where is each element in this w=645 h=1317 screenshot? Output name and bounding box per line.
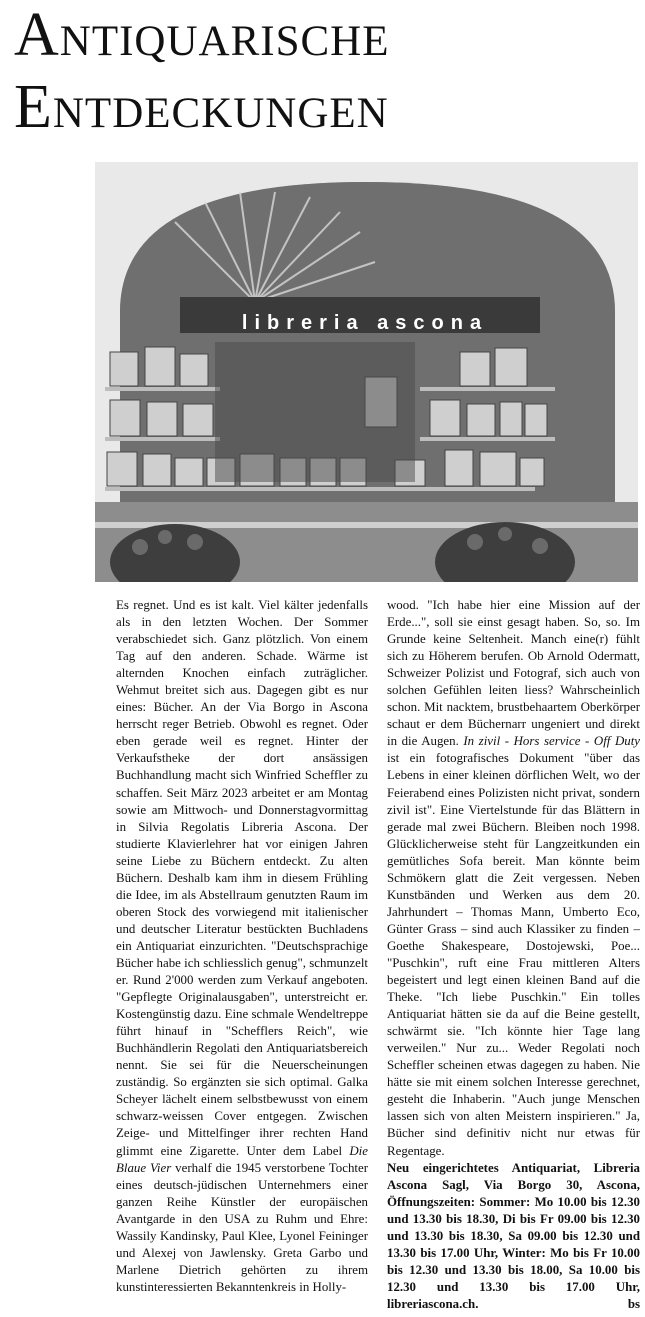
article-column-left xyxy=(116,597,368,1296)
right-paragraph-text-end: ist ein fotografisches Dokument "über das Lebens in einer kleinen dörflichen Welt, wo der Feierabend eines Polizisten nicht privat, sondern zivil ist". Eine Viertelstunde für das Blättern in gerade mal zwei Büchern. Bleiben noch 1998. Glücklicherweise steht für Langzeitkunden ein gemütliches Sofa bereit. Man könnte beim Schmökern glatt die Zeit vergessen. Neben Kunstbänden und Werken aus dem 20. Jahrhundert – Thomas Mann, Umberto Eco, Günter Grass – sind auch Klassiker zu finden – Goethe Shakespeare, Dostojewski, Poe... "Puschkin", ruft eine Frau mittleren Alters begeistert und legt einen kleinen Band auf die Theke. "Ich liebe Puschkin." Ein tolles Antiquariat hätten sie da auf die Beine gestellt, schwärmt sie. "Ich könnte hier Tage lang verweilen." Nur zu... Weder Regolati noch Scheffler scheinen etwas dagegen zu haben. Nie hätte sie mit einem solchen Interesse gerechnet, gesteht die Inhaberin. "Auch junge Menschen lassen sich von alten Meistern inspirieren." Ja, Bücher sind definitiv nicht nur etwas für Regentage. xyxy=(387,751,640,1158)
article-headline xyxy=(14,1,634,148)
article-body-right xyxy=(387,597,640,1160)
right-italic-title: In zivil - Hors service - Off Duty xyxy=(463,734,640,749)
author-initials: bs xyxy=(627,1296,640,1311)
left-paragraph-text-end: verhalf die 1945 verstorbene Tochter eines deutsch-jüdischen Unternehmers einer ganzen Reihe Künstler der europäischen Avantgarde in den USA zu Ruhm und Ehre: Wassily Kandinsky, Paul Klee, Lyonel Feininger und Alexej von Jawlensky. Greta Garbo und Marlene Dietrich gehörten zu ihrem kunstinteressierten Bekanntenkreis in Holly- xyxy=(116,1160,368,1294)
bookshop-window-illustration xyxy=(95,162,638,582)
article-body-left xyxy=(116,597,368,1296)
shop-info-text: Neu eingerichtetes Antiquariat, Libreria Ascona Sagl, Via Borgo 30, Ascona, Öffnungszeiten: Sommer: Mo 10.00 bis 12.30 und 13.30 bis 18.30, Di bis Fr 09.00 bis 12.30 und 13.30 bis 18.30, Sa 09.00 bis 12.30 und 13.30 bis 17.00 Uhr, Winter: Mo bis Fr 10.00 bis 12.30 und 13.30 bis 18.00, Sa 10.00 bis 12.30 und 13.30 bis 17.00 Uhr, libreriascona.ch. xyxy=(387,1160,640,1311)
left-italic-label: Die Blaue Vier xyxy=(116,1143,368,1175)
headline-line-2: Entdeckungen xyxy=(14,73,389,141)
shop-sign: libreria ascona xyxy=(241,312,489,334)
right-paragraph-text: wood. "Ich habe hier eine Mission auf der Erde...", soll sie einst gesagt haben. So, so. Im Grunde keine Seltenheit. Manch eine(r) fühlt sich zu Höherem berufen. Ob Arnold Odermatt, Schweizer Polizist und Fotograf, sich auch von solchen Gefühlen leiten liess? Wahrscheinlich schon. Mit nacktem, brustbehaartem Oberkörper schaut er dem Büchernarr ungeniert und direkt in die Augen. xyxy=(387,598,640,749)
left-paragraph-text: Es regnet. Und es ist kalt. Viel kälter jedenfalls als in den letzten Wochen. Der Sommer verabschiedet sich. Ganz plötzlich. Von einem Tag auf den anderen. Schade. Wärme ist alternden Knochen einfach zuträglicher. Wehmut breitet sich aus. Dagegen gibt es nur eines: Bücher. An der Via Borgo in Ascona herrscht reger Betrieb. Obwohl es regnet. Oder eben gerade weil es regnet. Hinter der Verkaufstheke der dort ansässigen Buchhandlung macht sich Winfried Scheffler zu schaffen. Seit März 2023 arbeitet er am Montag sowie am Mittwoch- und Donnerstagvormittag in Silvia Regolatis Libreria Ascona. Der studierte Klavierlehrer hat vor einigen Jahren seine Liebe zu Büchern entdeckt. Zu alten Büchern. Deshalb kam ihm in diesem Frühling die Idee, im als Abstellraum genutzten Raum im oberen Stock des vorwiegend mit italienischer und deutscher Literatur bestückten Buchladens ein Antiquariat einzurichten. "Deutschsprachige Bücher habe ich schliesslich genug", schmunzelt er. Rund 2'000 werden zum Verkauf angeboten. "Gepflegte Originalausgaben", unterstreicht er. Kostengünstig dazu. Eine schmale Wendeltreppe führt hinauf in "Schefflers Reich", wie Buchhändlerin Regolati den Antiquariatsbereich nennt. Sie sei für die Neuerscheinungen zuständig. So ergänzten sie sich optimal. Galka Scheyer lächelt einem selbstbewusst von einem schwarz-weissen Cover entgegen. Zwischen Zeige- und Mittelfinger ihrer rechten Hand glimmt eine Zigarette. Unter dem Label xyxy=(116,598,368,1158)
article-column-right xyxy=(387,597,640,1313)
shop-info-box xyxy=(387,1160,640,1313)
bookshop-window-photo xyxy=(95,162,638,582)
headline-line-1: Antiquarische xyxy=(14,1,390,69)
